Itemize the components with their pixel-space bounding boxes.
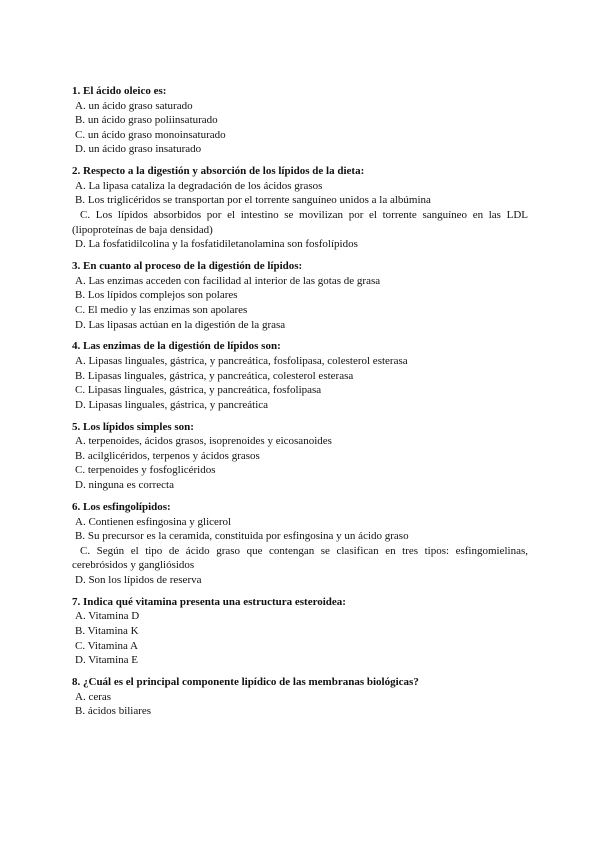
option-d: D. Son los lípidos de reserva — [75, 573, 202, 586]
question-1 — [72, 84, 528, 157]
question-8 — [72, 675, 528, 719]
question-title: 2. Respecto a la digestión y absorción de los lípidos de la dieta: — [72, 165, 365, 178]
option-b: B. un ácido graso poliinsaturado — [75, 114, 218, 127]
option-b: B. Los triglicéridos se transportan por el torrente sanguíneo unidos a la albúmina — [75, 194, 431, 207]
question-title: 3. En cuanto al proceso de la digestión de lípidos: — [72, 260, 303, 273]
option-c: C. Lipasas linguales, gástrica, y pancreática, fosfolipasa — [75, 384, 322, 397]
option-a: A. Lipasas linguales, gástrica, y pancreática, fosfolipasa, colesterol esterasa — [75, 354, 408, 367]
question-list — [72, 84, 528, 726]
option-b: B. Los lípidos complejos son polares — [75, 289, 238, 302]
question-3 — [72, 259, 528, 332]
question-title: 5. Los lípidos simples son: — [72, 420, 194, 433]
option-c: C. Los lípidos absorbidos por el intestino se movilizan por el torrente sanguíneo en las LDL — [80, 209, 528, 222]
option-c-continuation: (lipoproteínas de baja densidad) — [72, 223, 213, 236]
option-d: D. Lipasas linguales, gástrica, y pancreática — [75, 398, 269, 411]
question-6 — [72, 500, 528, 588]
question-title: 8. ¿Cuál es el principal componente lipídico de las membranas biológicas? — [72, 676, 419, 689]
option-d: D. ninguna es correcta — [75, 479, 174, 492]
question-4 — [72, 339, 528, 412]
option-a: A. Vitamina D — [75, 610, 140, 623]
option-b: B. ácidos biliares — [75, 705, 152, 718]
option-c: C. Según el tipo de ácido graso que contengan se clasifican en tres tipos: esfingomielinas, — [80, 544, 528, 557]
option-d: D. Vitamina E — [75, 654, 138, 667]
question-7 — [72, 595, 528, 668]
question-title: 1. El ácido oleico es: — [72, 85, 167, 97]
option-a: A. ceras — [75, 690, 112, 703]
option-c: C. un ácido graso monoinsaturado — [75, 128, 226, 141]
question-2 — [72, 164, 528, 252]
question-5 — [72, 420, 528, 493]
option-d: D. Las lipasas actúan en la digestión de la grasa — [75, 318, 286, 331]
option-b: B. Lipasas linguales, gástrica, y pancreática, colesterol esterasa — [75, 369, 354, 382]
option-b: B. Vitamina K — [75, 624, 139, 637]
option-c: C. Vitamina A — [75, 639, 138, 652]
option-c-continuation: cerebrósidos y gangliósidos — [72, 559, 195, 572]
question-title: 6. Los esfingolípidos: — [72, 500, 171, 513]
question-title: 4. Las enzimas de la digestión de lípidos son: — [72, 340, 281, 353]
option-a: A. La lipasa cataliza la degradación de los ácidos grasos — [75, 179, 323, 192]
option-c: C. terpenoides y fosfoglicéridos — [75, 464, 216, 477]
option-c: C. El medio y las enzimas son apolares — [75, 303, 248, 316]
option-d: D. La fosfatidilcolina y la fosfatidiletanolamina son fosfolípidos — [75, 238, 358, 251]
option-a: A. terpenoides, ácidos grasos, isoprenoides y eicosanoides — [75, 435, 332, 448]
option-a: A. Contienen esfingosina y glicerol — [75, 515, 232, 528]
option-a: A. un ácido graso saturado — [75, 99, 193, 112]
option-a: A. Las enzimas acceden con facilidad al interior de las gotas de grasa — [75, 274, 381, 287]
option-b: B. acilglicéridos, terpenos y ácidos grasos — [75, 449, 260, 462]
question-title: 7. Indica qué vitamina presenta una estructura esteroidea: — [72, 595, 346, 608]
option-d: D. un ácido graso insaturado — [75, 143, 202, 156]
option-b: B. Su precursor es la ceramida, constituida por esfingosina y un ácido graso — [75, 530, 409, 543]
